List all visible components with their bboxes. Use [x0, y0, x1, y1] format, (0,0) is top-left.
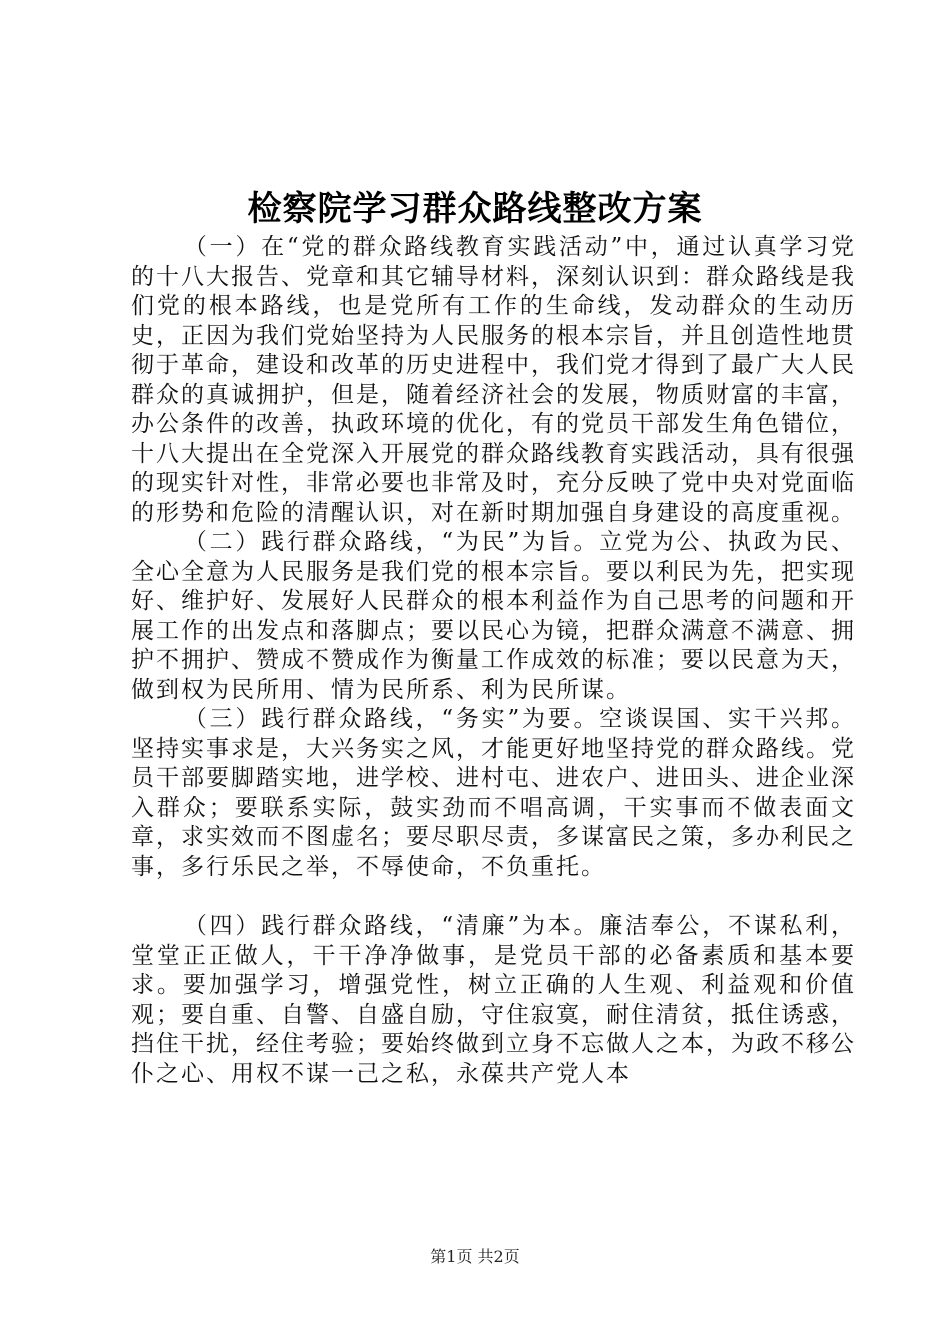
document-body — [131, 233, 856, 1089]
document-title: 检察院学习群众路线整改方案 — [247, 189, 703, 229]
paragraph-3: （三）践行群众路线，“务实”为要。空谈误国、实干兴邦。坚持实事求是，大兴务实之风，才能更好地坚持党的群众路线。党员干部要脚踏实地，进学校、进村屯、进农户、进田头、进企业深入群众；要联系实际，鼓实劲而不唱高调，干实事而不做表面文章，求实效而不图虚名；要尽职尽责，多谋富民之策，多办利民之事，多行乐民之举，不辱使命，不负重托。 — [131, 706, 856, 880]
page-footer: 第1页 共2页 — [430, 1247, 520, 1266]
paragraph-4: （四）践行群众路线，“清廉”为本。廉洁奉公，不谋私利，堂堂正正做人，干干净净做事，是党员干部的必备素质和基本要求。要加强学习，增强党性，树立正确的人生观、利益观和价值观；要自重、自警、自盛自励，守住寂寞，耐住清贫，抵住诱惑，挡住干扰，经住考验；要始终做到立身不忘做人之本，为政不移公仆之心、用权不谋一己之私，永葆共产党人本 — [131, 913, 856, 1087]
paragraph-1: （一）在“党的群众路线教育实践活动”中，通过认真学习党的十八大报告、党章和其它辅导材料，深刻认识到：群众路线是我们党的根本路线，也是党所有工作的生命线，发动群众的生动历史，正因为我们党始坚持为人民服务的根本宗旨，并且创造性地贯彻于革命，建设和改革的历史进程中，我们党才得到了最广大人民群众的真诚拥护，但是，随着经济社会的发展，物质财富的丰富，办公条件的改善，执政环境的优化，有的党员干部发生角色错位，十八大提出在全党深入开展党的群众路线教育实践活动，具有很强的现实针对性，非常必要也非常及时，充分反映了党中央对党面临的形势和危险的清醒认识，对在新时期加强自身建设的高度重视。 — [131, 234, 856, 526]
paragraph-2: （二）践行群众路线，“为民”为旨。立党为公、执政为民、全心全意为人民服务是我们党的根本宗旨。要以利民为先，把实现好、维护好、发展好人民群众的根本利益作为自己思考的问题和开展工作的出发点和落脚点；要以民心为镜，把群众满意不满意、拥护不拥护、赞成不赞成作为衡量工作成效的标准；要以民意为天，做到权为民所用、情为民所系、利为民所谋。 — [131, 529, 856, 703]
